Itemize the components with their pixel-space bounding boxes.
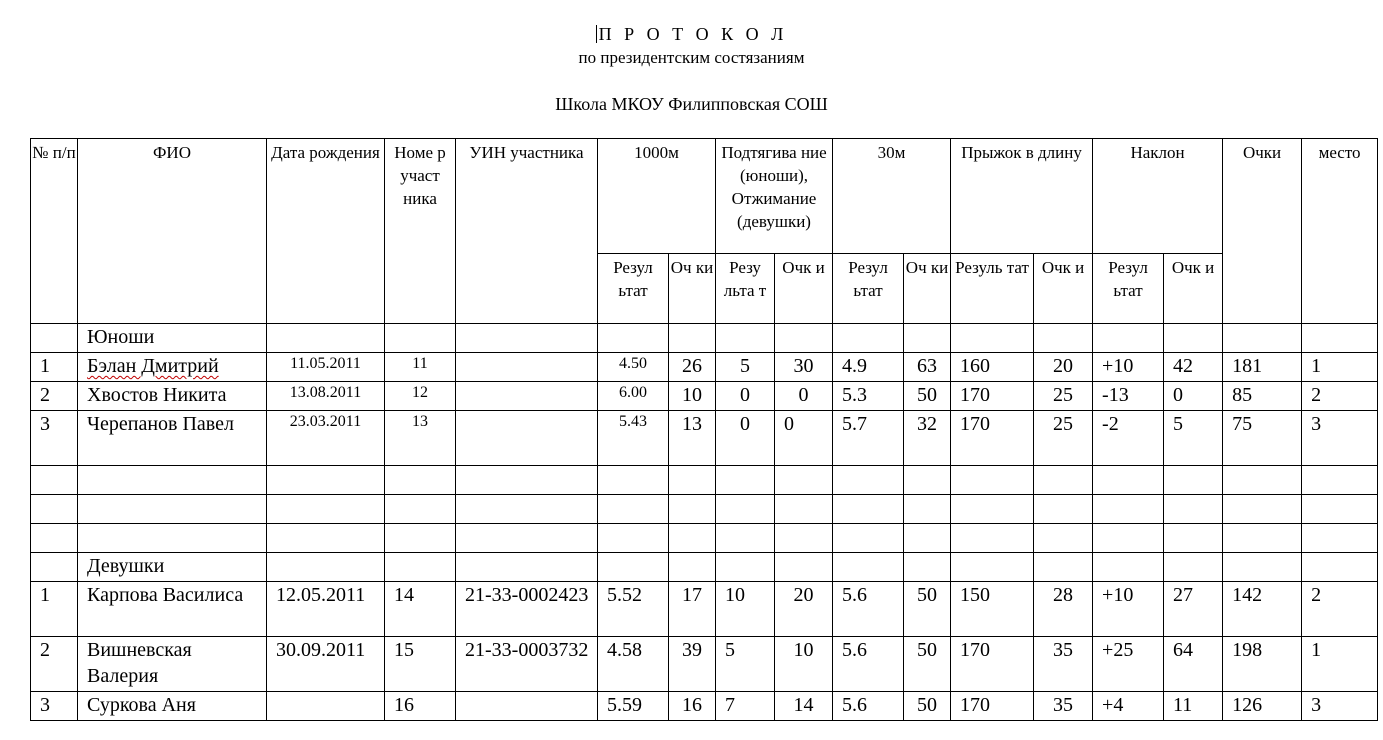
birth-date: 11.05.2011 (267, 353, 385, 382)
table-row (31, 411, 1378, 466)
participant-number: 14 (385, 582, 456, 637)
uin (456, 411, 598, 466)
col-header-participant-num: Номе р участ ника (385, 139, 456, 324)
result-1000m: 5.52 (598, 582, 669, 637)
result-pullups: 5 (716, 353, 775, 382)
col-header-dob: Дата рождения (267, 139, 385, 324)
sub-header-points: Оч ки (904, 254, 951, 324)
table-row (31, 382, 1378, 411)
sub-header-points: Оч ки (669, 254, 716, 324)
group-label-girls: Девушки (78, 553, 267, 582)
result-bend: -2 (1093, 411, 1164, 466)
result-1000m: 4.50 (598, 353, 669, 382)
points-1000m: 26 (669, 353, 716, 382)
col-header-uin: УИН участника (456, 139, 598, 324)
participant-number: 11 (385, 353, 456, 382)
col-header-place: место (1302, 139, 1378, 324)
participant-number: 13 (385, 411, 456, 466)
total-points: 142 (1223, 582, 1302, 637)
points-1000m: 39 (669, 637, 716, 692)
sub-header-result: Резу льта т (716, 254, 775, 324)
points-30m: 32 (904, 411, 951, 466)
points-pullups: 14 (775, 692, 833, 721)
participant-number: 16 (385, 692, 456, 721)
participant-name: Суркова Аня (78, 692, 267, 721)
result-30m: 5.3 (833, 382, 904, 411)
points-jump: 25 (1034, 411, 1093, 466)
points-pullups: 0 (775, 382, 833, 411)
col-header-num: № п/п (31, 139, 78, 324)
result-pullups: 5 (716, 637, 775, 692)
points-30m: 50 (904, 637, 951, 692)
place: 2 (1302, 382, 1378, 411)
text-cursor (596, 25, 597, 43)
uin (456, 692, 598, 721)
result-pullups: 0 (716, 411, 775, 466)
points-1000m: 16 (669, 692, 716, 721)
uin (456, 353, 598, 382)
row-num: 1 (31, 353, 78, 382)
school-name: Школа МКОУ Филипповская СОШ (555, 94, 828, 114)
result-bend: +10 (1093, 353, 1164, 382)
table-row (31, 637, 1378, 692)
points-30m: 50 (904, 692, 951, 721)
points-bend: 5 (1164, 411, 1223, 466)
place: 3 (1302, 692, 1378, 721)
header-row (31, 139, 1378, 254)
empty-row (31, 495, 1378, 524)
sub-header-result: Резул ьтат (1093, 254, 1164, 324)
result-1000m: 5.43 (598, 411, 669, 466)
total-points: 75 (1223, 411, 1302, 466)
sub-header-points: Очк и (1034, 254, 1093, 324)
uin: 21-33-0003732 (456, 637, 598, 692)
birth-date: 30.09.2011 (267, 637, 385, 692)
row-num: 3 (31, 692, 78, 721)
group-label-boys: Юноши (78, 324, 267, 353)
place: 1 (1302, 637, 1378, 692)
birth-date (267, 692, 385, 721)
participant-number: 15 (385, 637, 456, 692)
protocol-table (30, 138, 1378, 721)
place: 2 (1302, 582, 1378, 637)
sub-header-result: Резул ьтат (833, 254, 904, 324)
document-subtitle: по президентским состязаниям (578, 48, 805, 67)
table-row (31, 353, 1378, 382)
points-1000m: 17 (669, 582, 716, 637)
row-num: 2 (31, 382, 78, 411)
points-30m: 63 (904, 353, 951, 382)
col-header-30m: 30м (833, 139, 951, 254)
points-bend: 42 (1164, 353, 1223, 382)
points-bend: 0 (1164, 382, 1223, 411)
points-pullups: 30 (775, 353, 833, 382)
result-1000m: 6.00 (598, 382, 669, 411)
result-jump: 150 (951, 582, 1034, 637)
participant-name: Карпова Василиса (78, 582, 267, 637)
col-header-fio: ФИО (78, 139, 267, 324)
row-num: 3 (31, 411, 78, 466)
birth-date: 23.03.2011 (267, 411, 385, 466)
col-header-jump: Прыжок в длину (951, 139, 1093, 254)
col-header-points: Очки (1223, 139, 1302, 324)
participant-name: Вишневская Валерия (78, 637, 267, 692)
points-jump: 25 (1034, 382, 1093, 411)
result-jump: 170 (951, 411, 1034, 466)
row-num: 2 (31, 637, 78, 692)
points-30m: 50 (904, 382, 951, 411)
uin: 21-33-0002423 (456, 582, 598, 637)
birth-date: 13.08.2011 (267, 382, 385, 411)
result-bend: -13 (1093, 382, 1164, 411)
total-points: 126 (1223, 692, 1302, 721)
empty-row (31, 524, 1378, 553)
participant-number: 12 (385, 382, 456, 411)
col-header-1000m: 1000м (598, 139, 716, 254)
result-30m: 5.6 (833, 582, 904, 637)
empty-row (31, 466, 1378, 495)
participant-name: Черепанов Павел (78, 411, 267, 466)
points-jump: 20 (1034, 353, 1093, 382)
result-jump: 160 (951, 353, 1034, 382)
uin (456, 382, 598, 411)
group-row-boys (31, 324, 1378, 353)
points-bend: 11 (1164, 692, 1223, 721)
table-row (31, 692, 1378, 721)
total-points: 85 (1223, 382, 1302, 411)
total-points: 181 (1223, 353, 1302, 382)
points-bend: 27 (1164, 582, 1223, 637)
participant-name: Хвостов Никита (78, 382, 267, 411)
points-bend: 64 (1164, 637, 1223, 692)
result-30m: 5.6 (833, 692, 904, 721)
result-bend: +25 (1093, 637, 1164, 692)
result-pullups: 7 (716, 692, 775, 721)
table-row (31, 582, 1378, 637)
col-header-pullups: Подтягива ние (юноши), Отжимание (девушки) (716, 139, 833, 254)
result-jump: 170 (951, 637, 1034, 692)
points-1000m: 10 (669, 382, 716, 411)
result-30m: 5.6 (833, 637, 904, 692)
place: 1 (1302, 353, 1378, 382)
total-points: 198 (1223, 637, 1302, 692)
points-pullups: 0 (775, 411, 833, 466)
points-jump: 35 (1034, 692, 1093, 721)
points-30m: 50 (904, 582, 951, 637)
place: 3 (1302, 411, 1378, 466)
result-jump: 170 (951, 382, 1034, 411)
result-30m: 5.7 (833, 411, 904, 466)
participant-name (78, 353, 267, 382)
group-row-girls (31, 553, 1378, 582)
result-bend: +4 (1093, 692, 1164, 721)
sub-header-result: Резул ьтат (598, 254, 669, 324)
result-jump: 170 (951, 692, 1034, 721)
sub-header-points: Очк и (775, 254, 833, 324)
sub-header-points: Очк и (1164, 254, 1223, 324)
spellcheck-word: Бэлан Дмитрий (87, 355, 219, 377)
points-1000m: 13 (669, 411, 716, 466)
result-pullups: 10 (716, 582, 775, 637)
result-pullups: 0 (716, 382, 775, 411)
birth-date: 12.05.2011 (267, 582, 385, 637)
document-title: П Р О Т О К О Л (0, 24, 1383, 45)
points-jump: 28 (1034, 582, 1093, 637)
col-header-bend: Наклон (1093, 139, 1223, 254)
points-pullups: 20 (775, 582, 833, 637)
result-bend: +10 (1093, 582, 1164, 637)
points-jump: 35 (1034, 637, 1093, 692)
result-30m: 4.9 (833, 353, 904, 382)
result-1000m: 4.58 (598, 637, 669, 692)
row-num: 1 (31, 582, 78, 637)
result-1000m: 5.59 (598, 692, 669, 721)
points-pullups: 10 (775, 637, 833, 692)
sub-header-result: Резуль тат (951, 254, 1034, 324)
